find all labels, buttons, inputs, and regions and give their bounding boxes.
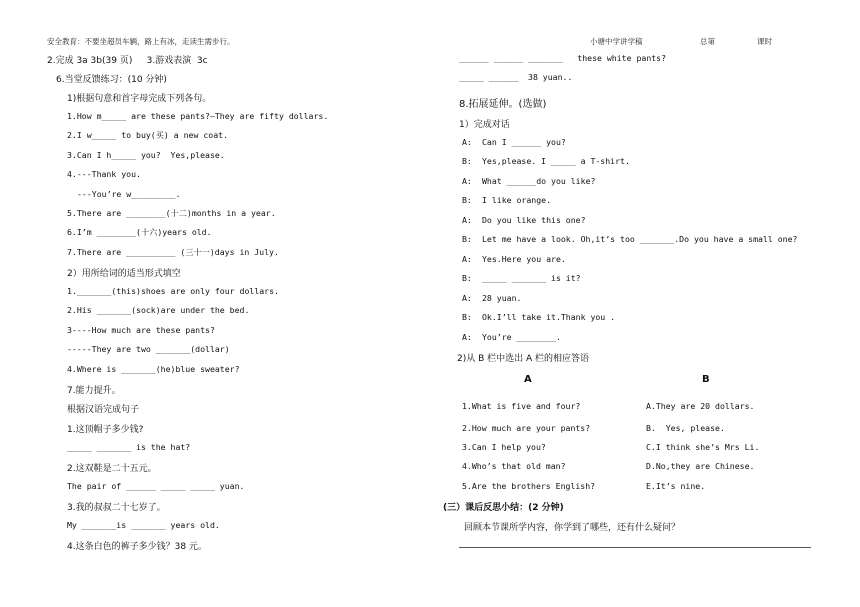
dialog-speaker: A: <box>462 254 472 264</box>
dialog-line: Ok.I’ll take it.Thank you . <box>482 312 616 322</box>
section-7-subtitle: 根据汉语完成句子 <box>67 405 140 415</box>
dialog-line: Let me have a look. Oh,it’s too _______.Do you have a small one? <box>482 234 798 244</box>
match-b-item: B. Yes, please. <box>646 423 725 433</box>
dialog-speaker: A: <box>462 293 472 303</box>
question-4b: ---You’re w_________. <box>77 189 181 199</box>
question-4a: 4.---Thank you. <box>67 169 141 179</box>
dialog-speaker: A: <box>462 215 472 225</box>
dialog-speaker: B: <box>462 195 472 205</box>
fill-2: 2.His _______(sock)are under the bed. <box>67 305 250 315</box>
dialog-line: I like orange. <box>482 195 552 205</box>
question-5: 5.There are ________(十二)months in a year. <box>67 208 276 218</box>
match-a-item: 2.How much are your pants? <box>462 423 591 433</box>
section-6-title: 6.当堂反馈练习：(10 分钟) <box>56 75 167 85</box>
reflection-question: 回顾本节课所学内容，你学到了哪些，还有什么疑问？ <box>464 523 681 533</box>
answer-line <box>459 547 811 548</box>
dialog-line: Yes,please. I _____ a T-shirt. <box>482 156 630 166</box>
section-8-title: 8.拓展延伸。(选做) <box>459 99 547 110</box>
column-b-header: B <box>702 374 710 385</box>
dialog-line: Can I ______ you? <box>482 137 566 147</box>
safety-notice: 安全教育：不要坐超员车辆，路上有冰，走读生需步行。 <box>47 37 235 46</box>
translate-2-answer: The pair of ______ _____ _____ yuan. <box>67 481 245 491</box>
fill-3a: 3----How much are these pants? <box>67 325 215 335</box>
section-1-title: 1)根据句意和首字母完成下列各句。 <box>67 94 212 104</box>
match-b-item: A.They are 20 dollars. <box>646 401 755 411</box>
dialog-speaker: A: <box>462 176 472 186</box>
fill-4: 4.Where is _______(he)blue sweater? <box>67 364 240 374</box>
right-line-2: _____ ______ 38 yuan.. <box>459 72 573 82</box>
fill-1: 1._______(this)shoes are only four dollars. <box>67 286 279 296</box>
match-title: 2)从 B 栏中选出 A 栏的相应答语 <box>457 354 590 364</box>
translate-1-answer: _____ _______ is the hat? <box>67 442 191 452</box>
match-b-item: E.It’s nine. <box>646 481 706 491</box>
school-title: 小塘中学讲学稿 <box>590 37 643 46</box>
reflection-title: (三）课后反思小结：(2 分钟) <box>443 503 564 513</box>
question-3: 3.Can I h_____ you? Yes,please. <box>67 150 225 160</box>
dialog-speaker: B: <box>462 273 472 283</box>
right-line-1: ______ ______ _______ these white pants? <box>459 53 667 63</box>
translate-1: 1.这顶帽子多少钱? <box>67 425 144 435</box>
dialog-line: Do you like this one? <box>482 215 586 225</box>
period-label: 课时 <box>757 37 772 46</box>
section-2-title: 2）用所给词的适当形式填空 <box>67 269 181 279</box>
fill-3b: -----They are two _______(dollar) <box>67 344 230 354</box>
match-b-item: C.I think she’s Mrs Li. <box>646 442 760 452</box>
match-a-item: 5.Are the brothers English? <box>462 481 596 491</box>
dialog-line: You’re ________. <box>482 332 561 342</box>
section-7-title: 7.能力提升。 <box>67 386 121 396</box>
translate-3: 3.我的叔叔二十七岁了。 <box>67 503 166 513</box>
question-6: 6.I’m ________(十六)years old. <box>67 227 212 237</box>
dialog-speaker: B: <box>462 156 472 166</box>
translate-4: 4.这条白色的裤子多少钱？38 元。 <box>67 542 207 552</box>
match-a-item: 3.Can I help you? <box>462 442 546 452</box>
dialog-speaker: A: <box>462 137 472 147</box>
match-b-item: D.No,they are Chinese. <box>646 461 755 471</box>
question-7: 7.There are __________ (三十一)days in July. <box>67 247 279 257</box>
dialog-speaker: A: <box>462 332 472 342</box>
dialog-line: _____ _______ is it? <box>482 273 581 283</box>
translate-2: 2.这双鞋是二十五元。 <box>67 464 157 474</box>
match-a-item: 4.Who’s that old man? <box>462 461 566 471</box>
dialog-line: Yes.Here you are. <box>482 254 566 264</box>
total-label: 总第 <box>700 37 715 46</box>
dialog-speaker: B: <box>462 234 472 244</box>
dialog-line: 28 yuan. <box>482 293 522 303</box>
question-2: 2.I w_____ to buy(买) a new coat. <box>67 130 228 140</box>
dialog-title: 1）完成对话 <box>459 120 510 130</box>
question-1: 1.How m_____ are these pants?—They are fifty dollars. <box>67 111 329 121</box>
match-a-item: 1.What is five and four? <box>462 401 581 411</box>
dialog-speaker: B: <box>462 312 472 322</box>
translate-3-answer: My _______is _______ years old. <box>67 520 220 530</box>
task-line: 2.完成 3a 3b(39 页) 3.游戏表演 3c <box>47 56 208 66</box>
dialog-line: What ______do you like? <box>482 176 596 186</box>
column-a-header: A <box>524 374 532 385</box>
